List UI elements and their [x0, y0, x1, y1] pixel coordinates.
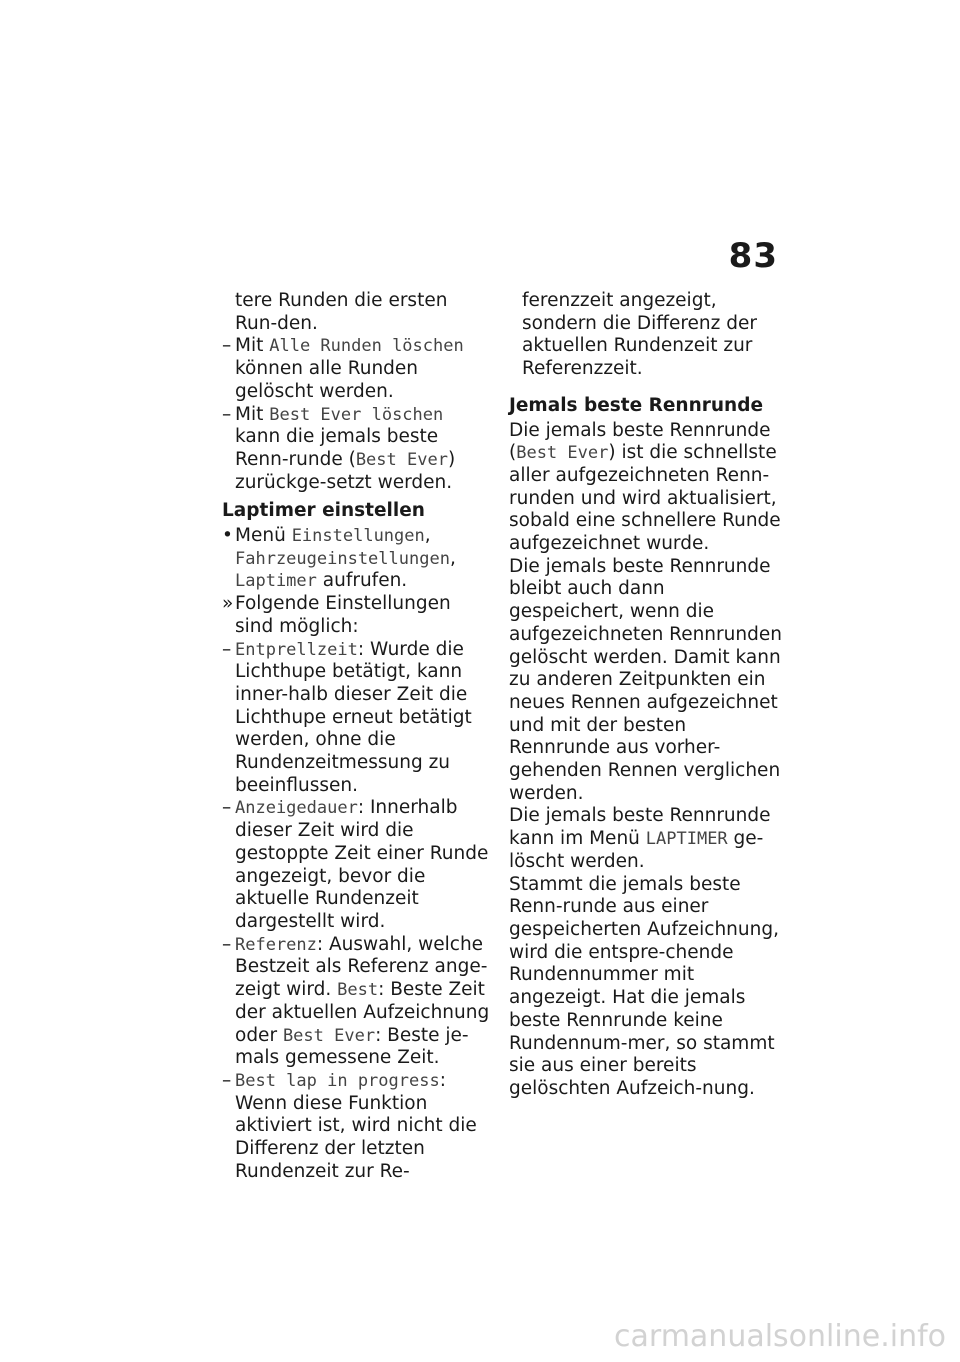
text: ,: [424, 525, 431, 547]
menu-code: Laptimer: [235, 571, 317, 592]
text: Die jemals beste Rennrunde kann im Menü: [509, 805, 771, 850]
text: Folgende Einstellungen sind möglich:: [235, 593, 451, 637]
menu-code: Referenz: [235, 934, 317, 955]
watermark: carmanualsonline.info: [614, 1319, 946, 1354]
text: ) zurückge-setzt werden.: [235, 448, 456, 493]
intro-text: tere Runden die ersten Run-den.: [235, 290, 448, 334]
step-result: [222, 593, 494, 638]
menu-code: Best lap in progress: [235, 1070, 440, 1091]
menu-code: Best Ever: [516, 443, 609, 464]
menu-code: Best: [337, 980, 379, 1001]
text: Menü: [235, 525, 292, 547]
text: Die jemals beste Rennrunde (: [509, 419, 771, 464]
text: : Beste je-mals gemessene Zeit.: [235, 1024, 469, 1069]
menu-code: Fahrzeugeinstellungen: [235, 548, 450, 569]
section-heading-best-ever: Jemals beste Rennrunde: [509, 394, 764, 416]
dash-mark: –: [222, 335, 232, 357]
section-heading-laptimer: Laptimer einstellen: [222, 500, 425, 522]
menu-code: Best Ever: [282, 1025, 376, 1046]
dash-mark: –: [222, 797, 232, 819]
left-column: [222, 290, 494, 1183]
menu-code: Anzeigedauer: [235, 798, 358, 819]
continued-text: ferenzzeit angezeigt, sondern die Differenz der aktuellen Rundenzeit zur Referenzzeit.: [522, 290, 757, 380]
option-referenz: [222, 934, 494, 1070]
text: ge-löscht werden.: [509, 828, 764, 872]
text: können alle Runden gelöscht werden.: [235, 358, 419, 402]
text: ) ist die schnellste aller aufgezeichneten Renn-runden und wird aktualisiert, sobald eine schnellere Runde aufgezeichnet wurde.: [509, 442, 781, 555]
list-item-delete-all: [222, 335, 494, 403]
right-column: [509, 290, 784, 1101]
menu-code: Einstellungen: [291, 526, 425, 547]
menu-code: Best Ever: [355, 449, 448, 470]
dash-mark: –: [222, 403, 232, 425]
menu-code: LAPTIMER: [645, 829, 728, 850]
list-item-delete-best-ever: [222, 404, 494, 495]
text: ,: [449, 547, 456, 569]
menu-code: Entprellzeit: [235, 639, 358, 660]
text: Mit: [235, 403, 270, 425]
text: : Wenn diese Funktion aktiviert ist, wird nicht die Differenz der letzten Rundenzeit zur Re-: [235, 1069, 477, 1182]
dash-mark: –: [222, 933, 232, 955]
text: Mit: [235, 335, 270, 357]
menu-code: Alle Runden löschen: [269, 336, 464, 357]
paragraph: Stammt die jemals beste Renn-runde aus einer gespeicherten Aufzeichnung, wird die entspre-chende Rundennummer mit angezeigt. Hat die jemals beste Rennrunde keine Rundennum-mer, so stammt sie aus einer bereits gelöschten Aufzeich-nung.: [509, 873, 779, 1099]
text: : Beste Zeit der aktuellen Aufzeichnung oder: [235, 979, 490, 1046]
text: aufrufen.: [316, 570, 408, 592]
dash-mark: –: [222, 638, 232, 660]
paragraph: [509, 420, 784, 556]
paragraph: Die jemals beste Rennrunde bleibt auch dann gespeichert, wenn die aufgezeichneten Rennrunden gelöscht werden. Damit kann zu anderen Zeitpunkten ein neues Rennen aufgezeichnet und mit der besten Rennrunde aus vorher-gehenden Rennen verglichen werden.: [509, 555, 782, 804]
paragraph: [509, 805, 784, 873]
text: : Auswahl, welche Bestzeit als Referenz ange-zeigt wird.: [235, 933, 488, 1001]
step-open-menu: [222, 525, 494, 593]
dash-mark: –: [222, 1069, 232, 1091]
page-number: 83: [728, 236, 778, 276]
option-anzeigedauer: [222, 797, 494, 933]
text: : Innerhalb dieser Zeit wird die gestoppte Zeit einer Runde angezeigt, bevor die aktuelle Rundenzeit dargestellt wird.: [235, 797, 489, 932]
text: : Wurde die Lichthupe betätigt, kann inner-halb dieser Zeit die Lichthupe erneut betätigt werden, ohne die Rundenzeitmessung zu beeinflussen.: [235, 638, 472, 796]
bullet-mark: •: [222, 525, 233, 547]
menu-code: Best Ever löschen: [269, 404, 444, 425]
option-entprellzeit: [222, 639, 494, 798]
text: kann die jemals beste Renn-runde (: [235, 426, 439, 470]
option-best-lap-in-progress: [222, 1070, 494, 1184]
result-mark: »: [222, 593, 234, 615]
